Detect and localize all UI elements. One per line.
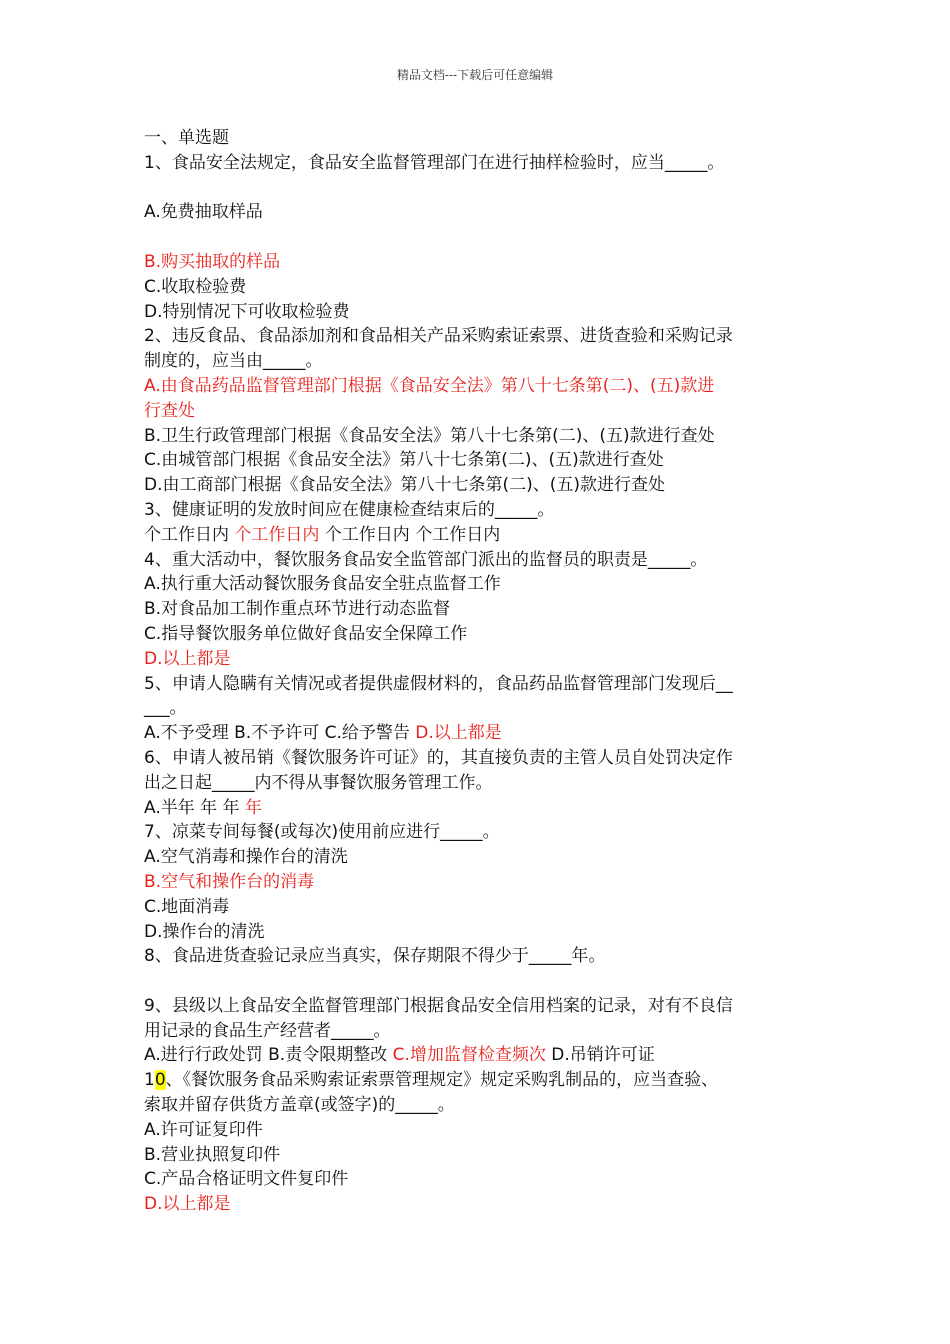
spacer [144,969,812,994]
q7-stem: 7、凉菜专间每餐(或每次)使用前应进行_____。 [144,822,500,843]
q4-option-a: A.执行重大活动餐饮服务食品安全驻点监督工作 [144,574,501,595]
q5-stem-line1: 5、申请人隐瞒有关情况或者提供虚假材料的，食品药品监督管理部门发现后__ [144,673,733,694]
section-title: 一、单选题 [144,128,229,148]
spacer [144,176,812,201]
q6-stem-line1: 6、申请人被吊销《餐饮服务许可证》的，其直接负责的主管人员自处罚决定作 [144,747,733,768]
q7-option-d: D.操作台的清洗 [144,921,265,942]
q1-option-c: C.收取检验费 [144,276,247,297]
q10-option-d-answer: D.以上都是 [144,1194,231,1215]
q3-option-b-answer: 个工作日内 [234,524,320,545]
q2-option-a-answer-line2: 行查处 [144,400,195,421]
q7-option-b-answer: B.空气和操作台的消毒 [144,871,315,892]
q3-option-a: 个工作日内 [144,524,235,545]
q3-stem: 3、健康证明的发放时间应在健康检查结束后的_____。 [144,499,555,520]
q7-option-c: C.地面消毒 [144,896,230,917]
q2-option-b: B.卫生行政管理部门根据《食品安全法》第八十七条第(二)、(五)款进行查处 [144,425,715,446]
q6-option-d-answer: 年 [244,797,262,818]
q10-stem-text: 、《餐饮服务食品采购索证索票管理规定》规定采购乳制品的，应当查验、 [165,1070,719,1091]
q10-number-1: 1 [144,1070,155,1091]
q4-option-d-answer: D.以上都是 [144,648,231,669]
q7-option-a: A.空气消毒和操作台的清洗 [144,847,348,868]
q1-option-d: D.特别情况下可收取检验费 [144,301,350,322]
page-header: 精品文档---下载后可任意编辑 [396,68,554,82]
q6-stem-line2: 出之日起_____内不得从事餐饮服务管理工作。 [144,772,493,793]
q5-options [144,721,812,746]
document-body [144,126,812,1217]
q4-stem: 4、重大活动中，餐饮服务食品安全监管部门派出的监督员的职责是_____。 [144,549,708,570]
q10-option-b: B.营业执照复印件 [144,1144,281,1165]
q10-stem-line2: 索取并留存供货方盖章(或签字)的_____。 [144,1095,455,1116]
q9-option-d: D.吊销许可证 [545,1045,655,1066]
q10-option-c: C.产品合格证明文件复印件 [144,1169,349,1190]
q10-option-a: A.许可证复印件 [144,1119,263,1140]
q4-option-b: B.对食品加工制作重点环节进行动态监督 [144,599,451,620]
q10-number-0-highlighted: 0 [154,1070,166,1091]
q9-stem-line1: 9、县级以上食品安全监督管理部门根据食品安全信用档案的记录，对有不良信 [144,995,733,1016]
q6-options [144,796,812,821]
q4-option-c: C.指导餐饮服务单位做好食品安全保障工作 [144,623,468,644]
q9-stem-line2: 用记录的食品生产经营者_____。 [144,1020,391,1041]
q1-stem: 1、食品安全法规定，食品安全监督管理部门在进行抽样检验时，应当_____。 [144,152,725,173]
q2-option-a-answer-line1: A.由食品药品监督管理部门根据《食品安全法》第八十七条第(二)、(五)款进 [144,375,715,396]
q1-option-b-answer: B.购买抽取的样品 [144,251,281,272]
q2-stem-line2: 制度的，应当由_____。 [144,351,323,372]
q1-option-a: A.免费抽取样品 [144,202,263,223]
q5-option-d-answer: D.以上都是 [415,723,502,744]
q2-stem-line1: 2、违反食品、食品添加剂和食品相关产品采购索证索票、进货查验和采购记录 [144,326,733,347]
q2-option-d: D.由工商部门根据《食品安全法》第八十七条第(二)、(五)款进行查处 [144,475,666,496]
q6-options-abc: A.半年 年 年 [144,797,245,818]
q10-stem-line1 [144,1068,812,1093]
q9-option-c-answer: C.增加监督检查频次 [392,1045,546,1066]
q3-option-cd: 个工作日内 个工作日内 [319,524,501,545]
q9-options [144,1043,812,1068]
q2-option-c: C.由城管部门根据《食品安全法》第八十七条第(二)、(五)款进行查处 [144,450,664,471]
q8-stem: 8、食品进货查验记录应当真实，保存期限不得少于_____年。 [144,946,606,967]
q3-options [144,523,812,548]
q9-options-ab: A.进行行政处罚 B.责令限期整改 [144,1045,393,1066]
q5-stem-line2: ___。 [144,698,187,719]
q5-options-abc: A.不予受理 B.不予许可 C.给予警告 [144,723,416,744]
spacer [144,225,812,250]
